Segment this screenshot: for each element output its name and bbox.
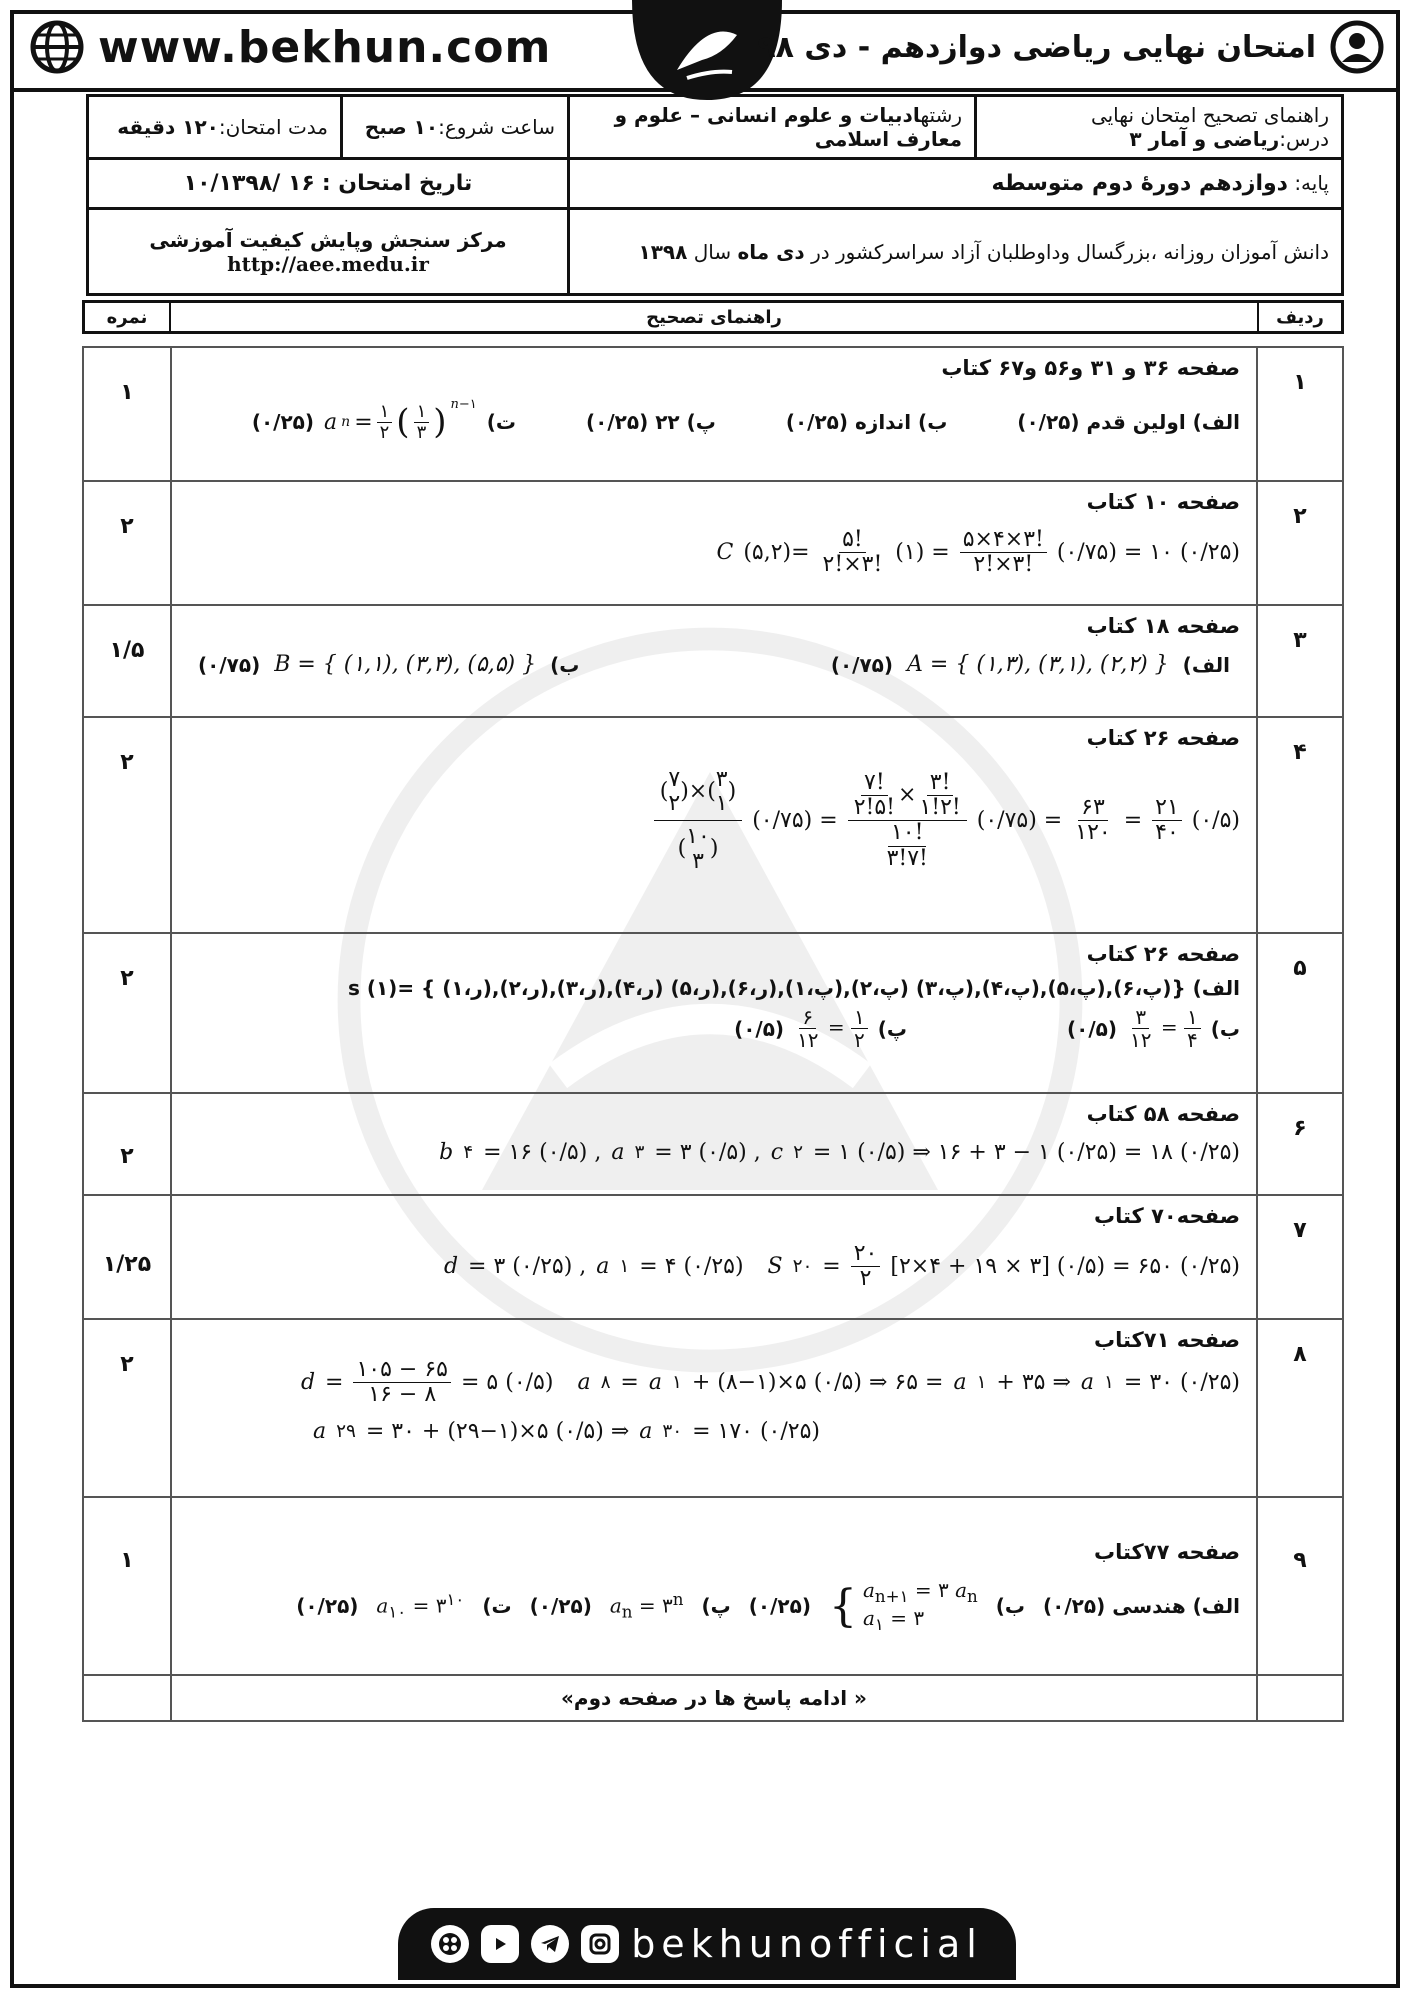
book-ref: صفحه۷۰ کتاب: [1093, 1204, 1240, 1228]
book-ref: صفحه ۷۷کتاب: [1093, 1540, 1240, 1564]
guide-label: راهنمای تصحیح امتحان نهایی درس:: [1090, 103, 1329, 151]
audience-year: ۱۳۹۸: [638, 239, 688, 264]
set-a: A = { (۱,۳), (۳,۱), (۲,۲) }: [907, 652, 1169, 677]
sample-space: الف) {(پ،۶),(پ،۵),(پ،۴),(پ،۳) (پ،۲),(پ،۱),(ر،۶),(ر،۵) (ر،۴),(ر،۳),(ر،۲),(ر،۱) } =s (۱): [347, 976, 1240, 1000]
duration-label: مدت امتحان:: [218, 115, 328, 139]
part-b: ب): [995, 1594, 1026, 1618]
row-score: ۱: [83, 1497, 171, 1675]
telegram-icon[interactable]: [531, 1925, 569, 1963]
center-cell: [88, 209, 569, 295]
points-a: (۰/۷۵): [830, 652, 894, 677]
points-b: (۰/۷۵): [198, 652, 261, 677]
answer-row-4: [83, 717, 1343, 933]
row-score: ۲: [83, 1319, 171, 1497]
part-b: ب) اندازه (۰/۲۵): [785, 410, 948, 435]
book-ref: صفحه ۲۶ کتاب: [1086, 942, 1240, 966]
formula-d: d = $\frac{۱۰۵ - ۶۵}{۱۶ - ۸}$ = ۵ (۰/۵) a ۸ = a ۱ + (۸−۱)×۵ (۰/۵) ⇒ ۶۵ = a ۱ + ۳۵ ⇒ a ۱ = ۳۰ (۰/۲۵): [300, 1357, 1240, 1408]
part-p: پ): [877, 1016, 908, 1041]
grade-label: پایه:: [1294, 171, 1329, 195]
answer-body: [171, 347, 1257, 481]
part-b: ب): [1210, 1016, 1240, 1041]
answer-row-6: [83, 1093, 1343, 1195]
answer-row-9: [83, 1497, 1343, 1675]
grade-value: دوازدهم دورهٔ دوم متوسطه: [991, 171, 1288, 196]
answer-row-2: [83, 481, 1343, 605]
recursive-formula: { $a_{n+۱}$ = ۳ $a_n$ $a_۱$ = ۳: [828, 1578, 978, 1634]
set-b: B = { (۱,۱), (۳,۳), (۵,۵) }: [274, 652, 537, 677]
audience-text: دانش آموزان روزانه ،بزرگسال وداوطلبان آزاد سراسرکشور در: [811, 239, 1329, 264]
formula-combination: C (۵,۲)= $\frac{۵!}{۲!\times ۳!}$ (۱) = $\frac{۵\times ۴\times ۳!}{۲!\times ۳!}$ (۰/۷۵) = ۱۰ (۰/۲۵): [716, 527, 1240, 578]
audience-year-label: سال: [693, 239, 732, 264]
row-number: ۸: [1257, 1319, 1343, 1497]
field-name: ادبیات و علوم انسانی – علوم و معارف اسلامی: [614, 103, 962, 151]
part-p: پ): [701, 1594, 731, 1618]
points-b: (۰/۲۵): [748, 1594, 811, 1618]
formula-a30: a ۲۹ = ۳۰ + (۲۹−۱)×۵ (۰/۵) ⇒ a ۳۰ = ۱۷۰ (۰/۲۵): [313, 1419, 820, 1445]
site-url[interactable]: www.bekhun.com: [98, 21, 552, 73]
points-p: (۰/۵): [734, 1016, 785, 1041]
start-time: ۱۰ صبح: [364, 115, 439, 139]
start-cell: [342, 96, 569, 159]
answer-line: [188, 396, 1240, 443]
row-number: ۱: [1257, 347, 1343, 481]
date-value: ۱۶ /۱۰/۱۳۹۸: [183, 171, 315, 196]
row-number: ۳: [1257, 605, 1343, 717]
answer-body: [171, 605, 1257, 717]
formula-an: a n = $\frac{۱}{۲}$ ( $\frac{۱}{۳}$ ) $^{n -۱}$: [324, 396, 477, 443]
social-footer: [398, 1908, 1016, 1980]
audience-month: دی ماه: [737, 239, 805, 264]
answer-row-7: [83, 1195, 1343, 1319]
points-t: (۰/۲۵): [296, 1594, 359, 1618]
center-name: مرکز سنجش وپایش کیفیت آموزشی: [149, 227, 507, 252]
book-ref: صفحه ۳۶ و ۳۱ و۵۶ و۶۷ کتاب: [941, 356, 1240, 380]
answer-line: ب) $\frac{۳}{۱۲}$ = $\frac{۱}{۴}$ (۰/۵) پ) $\frac{۶}{۱۲}$ = $\frac{۱}{۲}$ (۰/۵): [734, 1005, 1240, 1052]
part-t: [251, 396, 516, 443]
course-name: ریاضی و آمار ۳: [1129, 127, 1280, 151]
start-label: ساعت شروع:: [438, 115, 555, 139]
aparat-icon[interactable]: [431, 1925, 469, 1963]
exam-title: امتحان نهایی ریاضی دوازدهم - دی ۹۸: [757, 29, 1316, 65]
grade-cell: [569, 159, 1343, 209]
column-score: نمره: [106, 306, 148, 328]
row-number: ۵: [1257, 933, 1343, 1093]
part-a: الف): [1182, 652, 1230, 677]
answer-table: [82, 346, 1344, 1722]
row-score: ۲: [83, 481, 171, 605]
answer-body: [171, 481, 1257, 605]
exam-info-table: [86, 94, 1344, 296]
course-cell: [976, 96, 1343, 159]
date-label: تاریخ امتحان :: [321, 171, 473, 196]
exam-title-block: [757, 20, 1384, 74]
formula-sequence: b ۴ = ۱۶ (۰/۵) , a ۳ = ۳ (۰/۵) , c ۲ = ۱ (۰/۵) ⇒ ۱۶ + ۳ − ۱ (۰/۲۵) = ۱۸ (۰/۲۵): [439, 1140, 1240, 1165]
continue-row: [83, 1675, 1343, 1721]
part-t-points: (۰/۲۵): [251, 410, 315, 435]
social-handle[interactable]: bekhunofficial: [631, 1922, 983, 1966]
center-url[interactable]: http://aee.medu.ir: [227, 251, 429, 276]
field-label: رشته: [920, 103, 962, 127]
points-b: (۰/۵): [1067, 1016, 1118, 1041]
date-cell: [88, 159, 569, 209]
part-t-label: ت): [486, 410, 516, 435]
continue-note: « ادامه پاسخ ها در صفحه دوم»: [171, 1675, 1257, 1721]
answer-line: [188, 652, 1240, 677]
answer-body: [171, 933, 1257, 1093]
part-b: ب): [550, 652, 580, 677]
row-score: ۲: [83, 933, 171, 1093]
part-a: الف) اولین قدم (۰/۲۵): [1017, 410, 1240, 435]
user-icon: [1330, 20, 1384, 74]
site-brand: [30, 20, 551, 74]
row-number: ۲: [1257, 481, 1343, 605]
answer-row-8: [83, 1319, 1343, 1497]
answer-body: [171, 1195, 1257, 1319]
row-score: ۱/۲۵: [83, 1195, 171, 1319]
book-ref: صفحه ۵۸ کتاب: [1086, 1102, 1240, 1126]
answer-row-3: [83, 605, 1343, 717]
column-row: ردیف: [1257, 303, 1341, 331]
answer-body: [171, 1319, 1257, 1497]
answer-body: [171, 1497, 1257, 1675]
answer-body: [171, 1093, 1257, 1195]
points-p: (۰/۲۵): [529, 1594, 592, 1618]
answer-row-5: [83, 933, 1343, 1093]
row-score: ۱/۵: [83, 605, 171, 717]
row-number: ۷: [1257, 1195, 1343, 1319]
book-ref: صفحه ۱۸ کتاب: [1086, 614, 1240, 638]
duration-cell: [88, 96, 342, 159]
row-score: ۲: [83, 717, 171, 933]
column-guide: راهنمای تصحیح: [169, 303, 1257, 331]
book-ref: صفحه ۷۱کتاب: [1093, 1328, 1240, 1352]
globe-icon: [30, 20, 84, 74]
column-header: [82, 300, 1344, 334]
answer-row-1: [83, 347, 1343, 481]
formula-sum: d = ۳ (۰/۲۵) , a ۱ = ۴ (۰/۲۵) S ۲۰ = $\frac{۲۰}{۲}$ [۲×۴ + ۱۹ × ۳] (۰/۵) = ۶۵۰ (۰/۲۵): [443, 1241, 1240, 1292]
row-number: ۹: [1257, 1497, 1343, 1675]
row-number: ۶: [1257, 1093, 1343, 1195]
part-p: پ) ۲۲ (۰/۲۵): [586, 410, 716, 435]
row-score: ۲: [83, 1093, 171, 1195]
instagram-icon[interactable]: [581, 1925, 619, 1963]
answer-line: الف) هندسی (۰/۲۵) ب) { $a_{n+۱}$ = ۳ $a_n$ $a_۱$ = ۳ (۰/۲۵) پ) $a_n$ = $۳^n$ (۰/۲۵) ت) $a_{۱۰}$ = $۳^{۱۰}$ (۰/۲۵): [296, 1578, 1240, 1634]
row-number: ۴: [1257, 717, 1343, 933]
row-score: ۱: [83, 347, 171, 481]
duration-value: ۱۲۰ دقیقه: [117, 115, 219, 139]
book-ref: صفحه ۱۰ کتاب: [1086, 490, 1240, 514]
part-a: الف) هندسی (۰/۲۵): [1043, 1594, 1240, 1618]
youtube-icon[interactable]: [481, 1925, 519, 1963]
field-cell: [569, 96, 976, 159]
answer-body: [171, 717, 1257, 933]
formula-probability: ( ۷ ۲ )×( ۳ ۱ ) ( ۱۰ ۳ ) (۰/۷۵) = $\frac{۷!}{۲!۵!}$ × $\frac{۳!}{۱!۲!}$ $\frac{۱۰!}{۳!۷!}$ (۰/۷۵) = $\frac{۶۳}{۱۲۰}$ = $\frac{۲۱}{۴۰}$ (۰/۵): [188, 764, 1240, 878]
part-t: ت): [482, 1594, 512, 1618]
audience-cell: [569, 209, 1343, 295]
book-ref: صفحه ۲۶ کتاب: [1086, 726, 1240, 750]
